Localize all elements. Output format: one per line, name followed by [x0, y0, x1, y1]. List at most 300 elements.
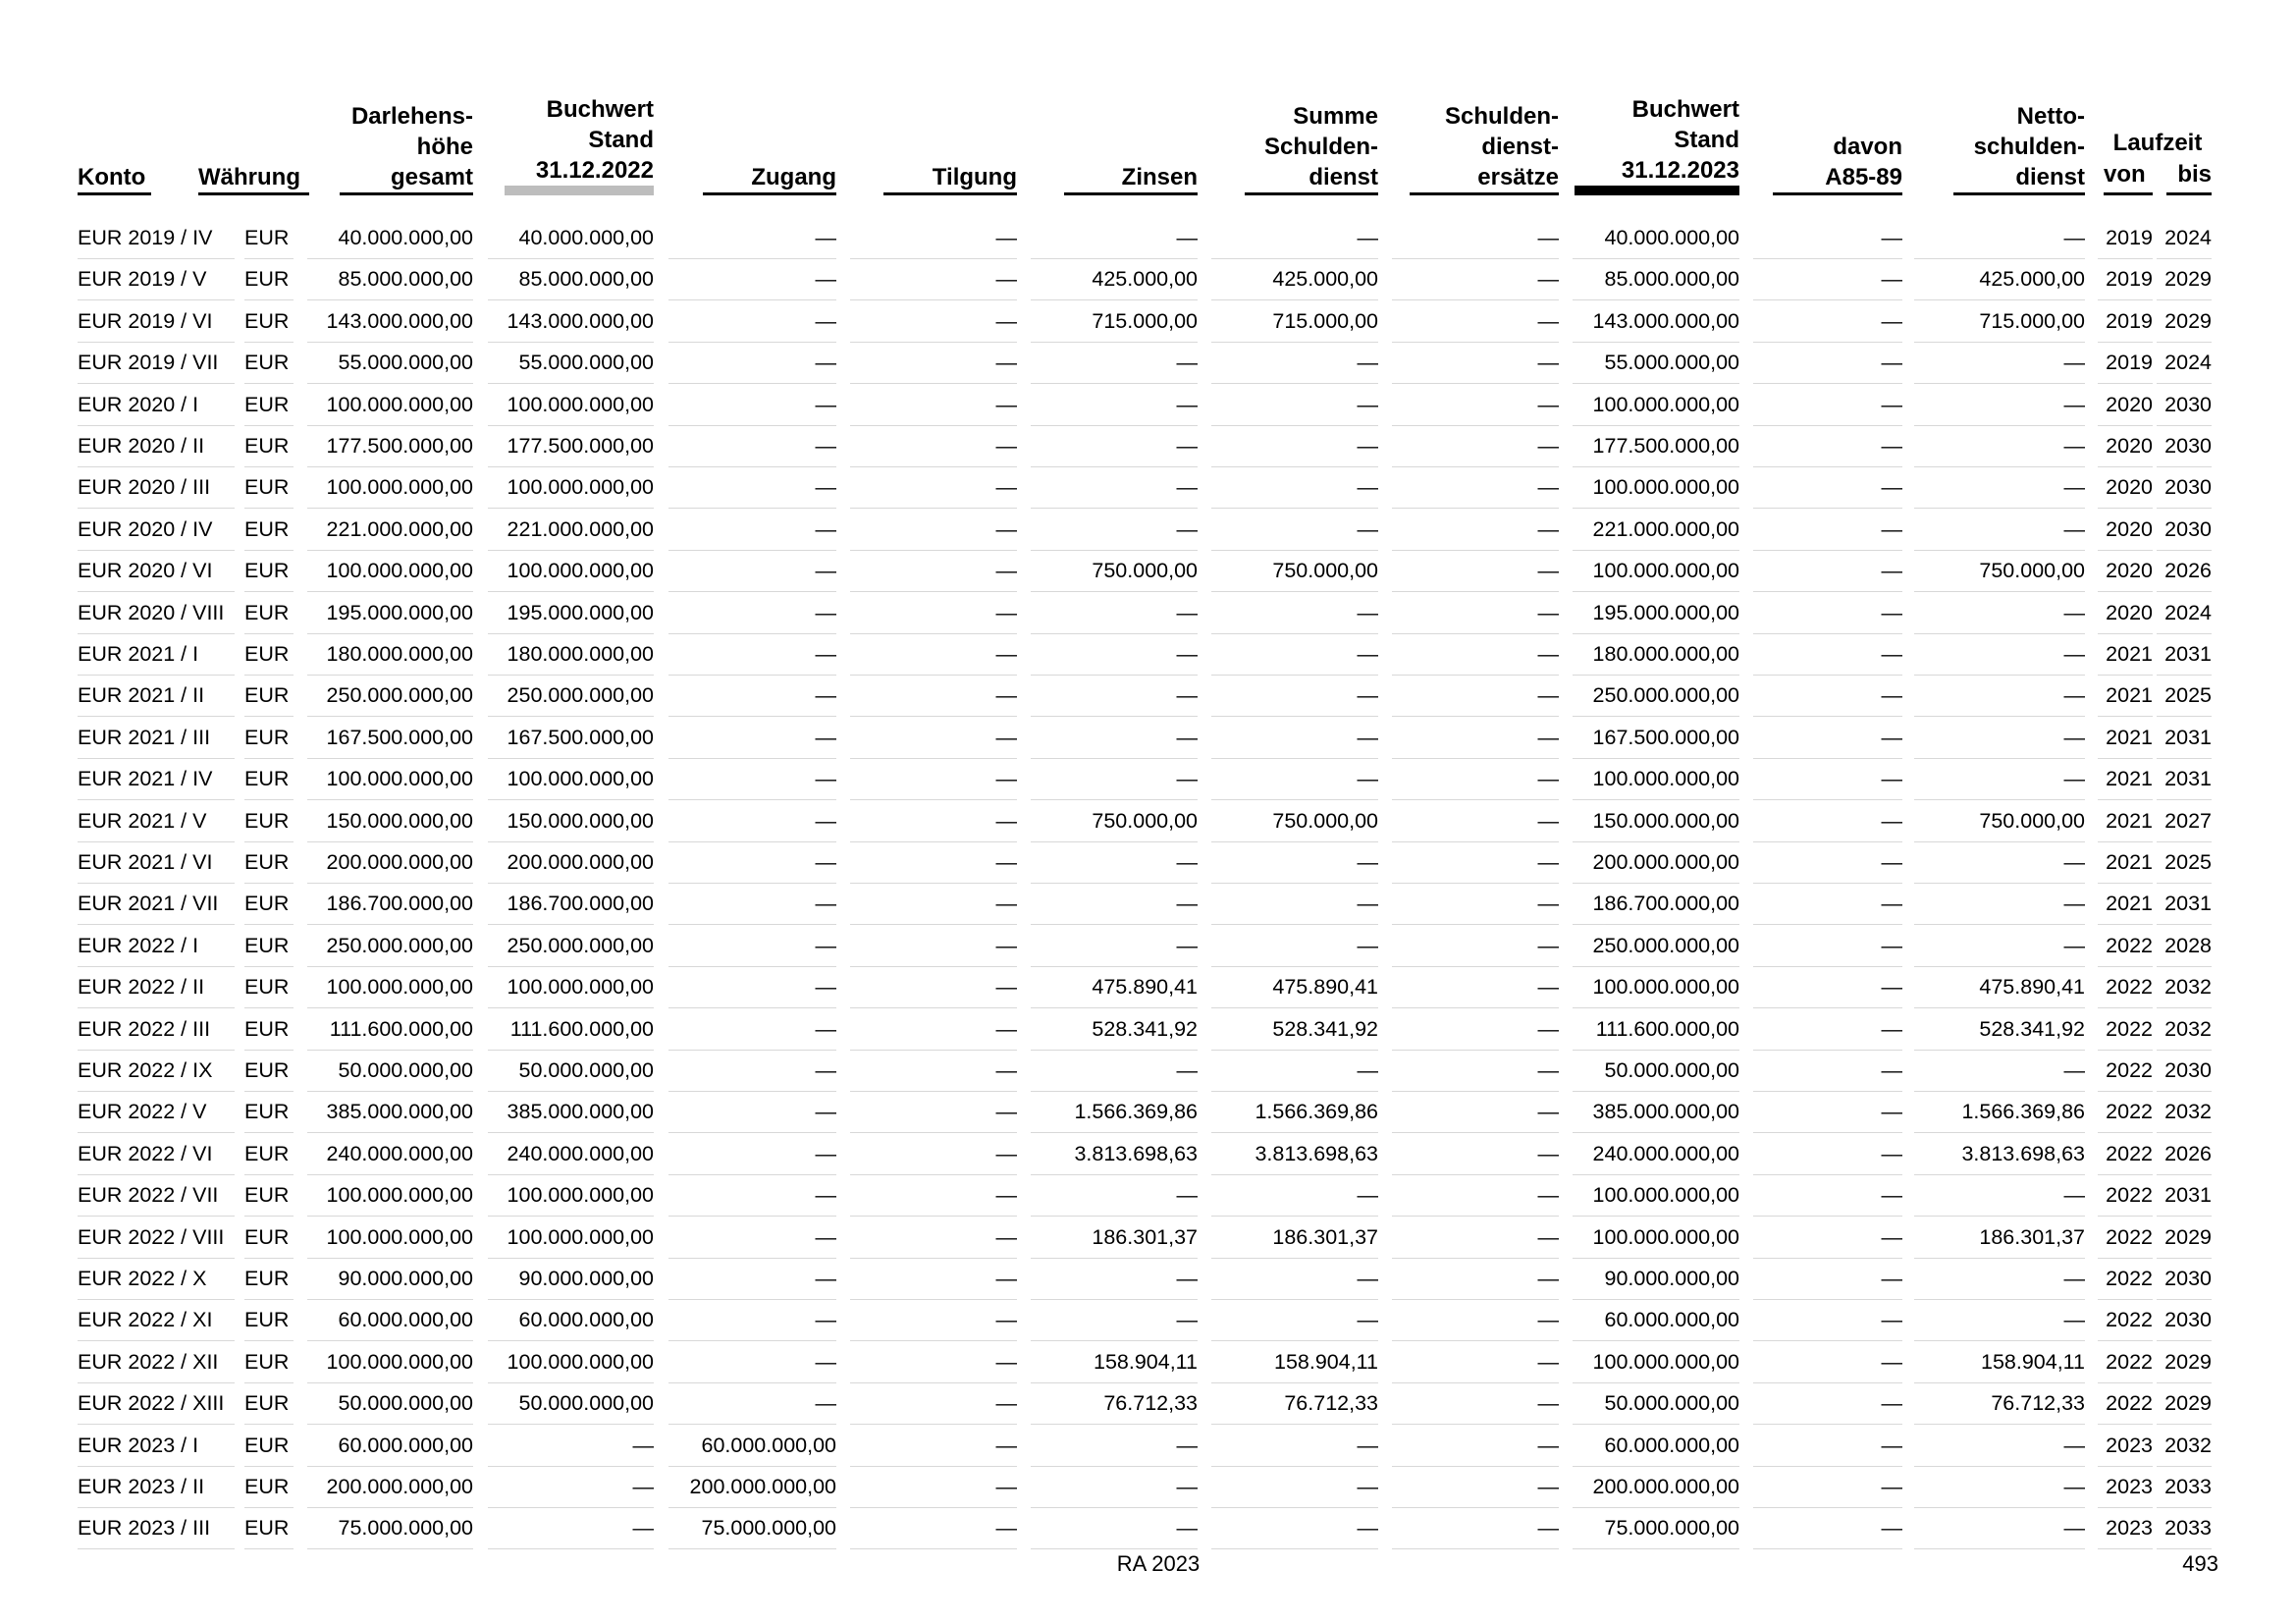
cell-konto: EUR 2021 / II — [78, 676, 235, 717]
cell-laufzeit-von: 2022 — [2098, 1217, 2153, 1259]
cell-nettoschuldendienst: 750.000,00 — [1914, 551, 2085, 592]
cell-nettoschuldendienst: — — [1914, 1508, 2085, 1549]
cell-nettoschuldendienst: — — [1914, 343, 2085, 384]
cell-darlehenshoehe: 100.000.000,00 — [307, 551, 473, 592]
cell-summe-schuldendienst: — — [1211, 926, 1378, 967]
cell-laufzeit-bis: 2026 — [2157, 551, 2212, 592]
cell-summe-schuldendienst: — — [1211, 718, 1378, 759]
cell-tilgung: — — [850, 801, 1017, 842]
header-waehrung: Währung — [198, 98, 309, 195]
header-buchwert-2023: Buchwert Stand 31.12.2023 — [1575, 98, 1739, 195]
cell-summe-schuldendienst: — — [1211, 842, 1378, 884]
cell-nettoschuldendienst: — — [1914, 1300, 2085, 1341]
cell-darlehenshoehe: 75.000.000,00 — [307, 1508, 473, 1549]
cell-laufzeit-bis: 2029 — [2157, 259, 2212, 300]
table-row — [0, 343, 2296, 384]
cell-laufzeit-von: 2022 — [2098, 1383, 2153, 1425]
cell-konto: EUR 2023 / III — [78, 1508, 235, 1549]
cell-tilgung: — — [850, 1051, 1017, 1092]
cell-waehrung: EUR — [244, 884, 294, 925]
cell-schuldendienstersaetze: — — [1392, 259, 1559, 300]
cell-zinsen: 750.000,00 — [1031, 551, 1198, 592]
cell-zugang: — — [668, 926, 836, 967]
cell-laufzeit-bis: 2032 — [2157, 967, 2212, 1008]
cell-zinsen: 425.000,00 — [1031, 259, 1198, 300]
cell-buchwert-2023: 50.000.000,00 — [1573, 1051, 1739, 1092]
cell-schuldendienstersaetze: — — [1392, 842, 1559, 884]
cell-waehrung: EUR — [244, 593, 294, 634]
cell-zinsen: — — [1031, 759, 1198, 800]
cell-zugang: — — [668, 1259, 836, 1300]
table-row — [0, 1009, 2296, 1051]
cell-zugang: — — [668, 467, 836, 509]
table-row — [0, 218, 2296, 259]
cell-davon-a85-89: — — [1753, 593, 1902, 634]
cell-darlehenshoehe: 60.000.000,00 — [307, 1300, 473, 1341]
cell-darlehenshoehe: 200.000.000,00 — [307, 842, 473, 884]
cell-laufzeit-von: 2020 — [2098, 385, 2153, 426]
cell-konto: EUR 2019 / VII — [78, 343, 235, 384]
cell-tilgung: — — [850, 1259, 1017, 1300]
cell-konto: EUR 2022 / XIII — [78, 1383, 235, 1425]
cell-nettoschuldendienst: — — [1914, 467, 2085, 509]
cell-buchwert-2023: 100.000.000,00 — [1573, 967, 1739, 1008]
cell-davon-a85-89: — — [1753, 1009, 1902, 1051]
cell-buchwert-2022: 250.000.000,00 — [488, 926, 654, 967]
cell-nettoschuldendienst: 76.712,33 — [1914, 1383, 2085, 1425]
cell-laufzeit-bis: 2031 — [2157, 759, 2212, 800]
cell-waehrung: EUR — [244, 385, 294, 426]
cell-zinsen: 475.890,41 — [1031, 967, 1198, 1008]
cell-davon-a85-89: — — [1753, 842, 1902, 884]
cell-nettoschuldendienst: — — [1914, 634, 2085, 676]
cell-nettoschuldendienst: 715.000,00 — [1914, 301, 2085, 343]
cell-buchwert-2023: 100.000.000,00 — [1573, 1342, 1739, 1383]
cell-laufzeit-bis: 2029 — [2157, 1342, 2212, 1383]
cell-darlehenshoehe: 90.000.000,00 — [307, 1259, 473, 1300]
cell-buchwert-2023: 100.000.000,00 — [1573, 759, 1739, 800]
header-zugang: Zugang — [703, 98, 836, 195]
cell-tilgung: — — [850, 759, 1017, 800]
cell-darlehenshoehe: 200.000.000,00 — [307, 1467, 473, 1508]
cell-zugang: — — [668, 842, 836, 884]
cell-darlehenshoehe: 240.000.000,00 — [307, 1134, 473, 1175]
cell-waehrung: EUR — [244, 343, 294, 384]
cell-buchwert-2023: 50.000.000,00 — [1573, 1383, 1739, 1425]
header-buchwert-2022: Buchwert Stand 31.12.2022 — [505, 98, 654, 195]
cell-zinsen: — — [1031, 426, 1198, 467]
table-row — [0, 676, 2296, 717]
cell-konto: EUR 2023 / II — [78, 1467, 235, 1508]
cell-laufzeit-bis: 2025 — [2157, 676, 2212, 717]
cell-zugang: — — [668, 759, 836, 800]
cell-schuldendienstersaetze: — — [1392, 218, 1559, 259]
cell-darlehenshoehe: 180.000.000,00 — [307, 634, 473, 676]
cell-laufzeit-bis: 2031 — [2157, 718, 2212, 759]
cell-schuldendienstersaetze: — — [1392, 301, 1559, 343]
cell-konto: EUR 2020 / IV — [78, 510, 235, 551]
cell-buchwert-2022: — — [488, 1467, 654, 1508]
cell-buchwert-2022: 143.000.000,00 — [488, 301, 654, 343]
cell-laufzeit-bis: 2033 — [2157, 1508, 2212, 1549]
cell-laufzeit-bis: 2032 — [2157, 1426, 2212, 1467]
cell-buchwert-2022: 100.000.000,00 — [488, 1342, 654, 1383]
cell-summe-schuldendienst: — — [1211, 343, 1378, 384]
cell-buchwert-2022: 100.000.000,00 — [488, 759, 654, 800]
cell-buchwert-2022: 150.000.000,00 — [488, 801, 654, 842]
table-row — [0, 1051, 2296, 1092]
cell-davon-a85-89: — — [1753, 1217, 1902, 1259]
cell-tilgung: — — [850, 467, 1017, 509]
header-tilgung: Tilgung — [883, 98, 1017, 195]
cell-laufzeit-von: 2022 — [2098, 1300, 2153, 1341]
cell-zugang: — — [668, 385, 836, 426]
cell-tilgung: — — [850, 259, 1017, 300]
cell-laufzeit-bis: 2025 — [2157, 842, 2212, 884]
header-zinsen: Zinsen — [1064, 98, 1198, 195]
cell-buchwert-2023: 111.600.000,00 — [1573, 1009, 1739, 1051]
cell-darlehenshoehe: 221.000.000,00 — [307, 510, 473, 551]
cell-summe-schuldendienst: — — [1211, 1508, 1378, 1549]
cell-tilgung: — — [850, 718, 1017, 759]
cell-schuldendienstersaetze: — — [1392, 426, 1559, 467]
cell-laufzeit-bis: 2031 — [2157, 634, 2212, 676]
cell-zinsen: — — [1031, 1300, 1198, 1341]
cell-zugang: — — [668, 1092, 836, 1133]
cell-zugang: 200.000.000,00 — [668, 1467, 836, 1508]
cell-waehrung: EUR — [244, 218, 294, 259]
table-row — [0, 301, 2296, 343]
cell-laufzeit-von: 2022 — [2098, 1175, 2153, 1217]
cell-laufzeit-bis: 2031 — [2157, 884, 2212, 925]
cell-zinsen: — — [1031, 467, 1198, 509]
cell-summe-schuldendienst: — — [1211, 1467, 1378, 1508]
cell-buchwert-2022: 100.000.000,00 — [488, 551, 654, 592]
cell-zugang: — — [668, 1134, 836, 1175]
cell-davon-a85-89: — — [1753, 467, 1902, 509]
table-row — [0, 1300, 2296, 1341]
cell-buchwert-2023: 100.000.000,00 — [1573, 385, 1739, 426]
cell-schuldendienstersaetze: — — [1392, 1134, 1559, 1175]
cell-zinsen: — — [1031, 676, 1198, 717]
cell-davon-a85-89: — — [1753, 1508, 1902, 1549]
cell-laufzeit-von: 2020 — [2098, 510, 2153, 551]
cell-laufzeit-von: 2022 — [2098, 1134, 2153, 1175]
cell-tilgung: — — [850, 426, 1017, 467]
cell-schuldendienstersaetze: — — [1392, 1009, 1559, 1051]
cell-zugang: 60.000.000,00 — [668, 1426, 836, 1467]
cell-buchwert-2022: 221.000.000,00 — [488, 510, 654, 551]
cell-buchwert-2022: 385.000.000,00 — [488, 1092, 654, 1133]
table-row — [0, 1508, 2296, 1549]
cell-buchwert-2023: 385.000.000,00 — [1573, 1092, 1739, 1133]
cell-schuldendienstersaetze: — — [1392, 1051, 1559, 1092]
cell-nettoschuldendienst: 528.341,92 — [1914, 1009, 2085, 1051]
cell-zinsen: — — [1031, 218, 1198, 259]
header-schuldendienstersaetze: Schulden- dienst- ersätze — [1410, 98, 1559, 195]
cell-darlehenshoehe: 85.000.000,00 — [307, 259, 473, 300]
cell-waehrung: EUR — [244, 426, 294, 467]
cell-summe-schuldendienst: 715.000,00 — [1211, 301, 1378, 343]
cell-davon-a85-89: — — [1753, 1467, 1902, 1508]
cell-nettoschuldendienst: — — [1914, 426, 2085, 467]
cell-summe-schuldendienst: — — [1211, 593, 1378, 634]
cell-darlehenshoehe: 55.000.000,00 — [307, 343, 473, 384]
header-summe-schuldendienst: Summe Schulden- dienst — [1245, 98, 1378, 195]
cell-davon-a85-89: — — [1753, 218, 1902, 259]
footer-page-number: 493 — [2182, 1551, 2218, 1576]
cell-buchwert-2023: 55.000.000,00 — [1573, 343, 1739, 384]
cell-nettoschuldendienst: — — [1914, 676, 2085, 717]
cell-laufzeit-bis: 2030 — [2157, 385, 2212, 426]
table-row — [0, 1092, 2296, 1133]
cell-waehrung: EUR — [244, 967, 294, 1008]
cell-laufzeit-bis: 2027 — [2157, 801, 2212, 842]
cell-darlehenshoehe: 111.600.000,00 — [307, 1009, 473, 1051]
cell-tilgung: — — [850, 676, 1017, 717]
cell-buchwert-2023: 167.500.000,00 — [1573, 718, 1739, 759]
cell-buchwert-2022: 55.000.000,00 — [488, 343, 654, 384]
cell-darlehenshoehe: 177.500.000,00 — [307, 426, 473, 467]
cell-waehrung: EUR — [244, 759, 294, 800]
cell-laufzeit-von: 2020 — [2098, 426, 2153, 467]
cell-zinsen: — — [1031, 385, 1198, 426]
cell-summe-schuldendienst: — — [1211, 1051, 1378, 1092]
cell-laufzeit-bis: 2030 — [2157, 1300, 2212, 1341]
cell-konto: EUR 2021 / IV — [78, 759, 235, 800]
cell-zinsen: — — [1031, 1051, 1198, 1092]
cell-konto: EUR 2022 / VII — [78, 1175, 235, 1217]
cell-waehrung: EUR — [244, 634, 294, 676]
cell-zinsen: — — [1031, 343, 1198, 384]
cell-laufzeit-bis: 2033 — [2157, 1467, 2212, 1508]
cell-nettoschuldendienst: — — [1914, 510, 2085, 551]
table-row — [0, 842, 2296, 884]
cell-waehrung: EUR — [244, 301, 294, 343]
cell-buchwert-2022: 100.000.000,00 — [488, 385, 654, 426]
cell-buchwert-2022: 200.000.000,00 — [488, 842, 654, 884]
cell-konto: EUR 2020 / II — [78, 426, 235, 467]
cell-laufzeit-von: 2021 — [2098, 842, 2153, 884]
cell-konto: EUR 2022 / IX — [78, 1051, 235, 1092]
cell-laufzeit-bis: 2029 — [2157, 1217, 2212, 1259]
cell-summe-schuldendienst: 750.000,00 — [1211, 801, 1378, 842]
cell-buchwert-2022: 40.000.000,00 — [488, 218, 654, 259]
cell-buchwert-2023: 186.700.000,00 — [1573, 884, 1739, 925]
cell-laufzeit-von: 2021 — [2098, 676, 2153, 717]
cell-darlehenshoehe: 100.000.000,00 — [307, 1342, 473, 1383]
cell-summe-schuldendienst: — — [1211, 426, 1378, 467]
table-row — [0, 467, 2296, 509]
cell-buchwert-2023: 40.000.000,00 — [1573, 218, 1739, 259]
cell-nettoschuldendienst: 425.000,00 — [1914, 259, 2085, 300]
cell-buchwert-2022: 240.000.000,00 — [488, 1134, 654, 1175]
cell-zinsen: — — [1031, 1175, 1198, 1217]
cell-waehrung: EUR — [244, 718, 294, 759]
cell-tilgung: — — [850, 842, 1017, 884]
cell-darlehenshoehe: 60.000.000,00 — [307, 1426, 473, 1467]
table-row — [0, 259, 2296, 300]
cell-waehrung: EUR — [244, 801, 294, 842]
cell-zugang: — — [668, 551, 836, 592]
cell-zugang: — — [668, 218, 836, 259]
cell-nettoschuldendienst: — — [1914, 718, 2085, 759]
cell-laufzeit-bis: 2032 — [2157, 1092, 2212, 1133]
cell-zugang: — — [668, 259, 836, 300]
header-konto: Konto — [78, 98, 151, 195]
cell-darlehenshoehe: 100.000.000,00 — [307, 1217, 473, 1259]
cell-tilgung: — — [850, 218, 1017, 259]
cell-buchwert-2023: 100.000.000,00 — [1573, 551, 1739, 592]
cell-schuldendienstersaetze: — — [1392, 1383, 1559, 1425]
cell-konto: EUR 2022 / XII — [78, 1342, 235, 1383]
cell-davon-a85-89: — — [1753, 676, 1902, 717]
cell-davon-a85-89: — — [1753, 1383, 1902, 1425]
cell-waehrung: EUR — [244, 1259, 294, 1300]
cell-zugang: — — [668, 1175, 836, 1217]
cell-buchwert-2023: 100.000.000,00 — [1573, 1175, 1739, 1217]
table-row — [0, 718, 2296, 759]
cell-tilgung: — — [850, 1383, 1017, 1425]
cell-tilgung: — — [850, 1009, 1017, 1051]
cell-buchwert-2022: — — [488, 1508, 654, 1549]
cell-nettoschuldendienst: 475.890,41 — [1914, 967, 2085, 1008]
cell-buchwert-2022: — — [488, 1426, 654, 1467]
cell-waehrung: EUR — [244, 1300, 294, 1341]
cell-konto: EUR 2023 / I — [78, 1426, 235, 1467]
cell-summe-schuldendienst: 3.813.698,63 — [1211, 1134, 1378, 1175]
table-row — [0, 1342, 2296, 1383]
cell-summe-schuldendienst: — — [1211, 467, 1378, 509]
cell-konto: EUR 2021 / VI — [78, 842, 235, 884]
cell-summe-schuldendienst: 1.566.369,86 — [1211, 1092, 1378, 1133]
cell-tilgung: — — [850, 1508, 1017, 1549]
cell-zinsen: — — [1031, 842, 1198, 884]
cell-nettoschuldendienst: — — [1914, 1426, 2085, 1467]
table-row — [0, 801, 2296, 842]
cell-buchwert-2022: 111.600.000,00 — [488, 1009, 654, 1051]
cell-waehrung: EUR — [244, 1467, 294, 1508]
cell-zinsen: 186.301,37 — [1031, 1217, 1198, 1259]
cell-darlehenshoehe: 50.000.000,00 — [307, 1051, 473, 1092]
cell-darlehenshoehe: 143.000.000,00 — [307, 301, 473, 343]
cell-summe-schuldendienst: — — [1211, 676, 1378, 717]
cell-schuldendienstersaetze: — — [1392, 1467, 1559, 1508]
cell-zugang: — — [668, 718, 836, 759]
cell-laufzeit-bis: 2028 — [2157, 926, 2212, 967]
cell-konto: EUR 2022 / V — [78, 1092, 235, 1133]
cell-buchwert-2022: 180.000.000,00 — [488, 634, 654, 676]
cell-tilgung: — — [850, 510, 1017, 551]
cell-buchwert-2023: 200.000.000,00 — [1573, 842, 1739, 884]
cell-darlehenshoehe: 40.000.000,00 — [307, 218, 473, 259]
table-row — [0, 926, 2296, 967]
cell-tilgung: — — [850, 1467, 1017, 1508]
cell-buchwert-2023: 195.000.000,00 — [1573, 593, 1739, 634]
cell-buchwert-2023: 221.000.000,00 — [1573, 510, 1739, 551]
table-row — [0, 385, 2296, 426]
table-row — [0, 634, 2296, 676]
cell-laufzeit-von: 2023 — [2098, 1467, 2153, 1508]
cell-schuldendienstersaetze: — — [1392, 1508, 1559, 1549]
cell-schuldendienstersaetze: — — [1392, 1092, 1559, 1133]
cell-schuldendienstersaetze: — — [1392, 759, 1559, 800]
cell-davon-a85-89: — — [1753, 1051, 1902, 1092]
cell-zugang: — — [668, 301, 836, 343]
cell-laufzeit-bis: 2030 — [2157, 1051, 2212, 1092]
cell-laufzeit-von: 2022 — [2098, 1009, 2153, 1051]
table-row — [0, 551, 2296, 592]
cell-davon-a85-89: — — [1753, 510, 1902, 551]
cell-tilgung: — — [850, 1342, 1017, 1383]
cell-laufzeit-von: 2023 — [2098, 1508, 2153, 1549]
table-row — [0, 1383, 2296, 1425]
cell-buchwert-2023: 75.000.000,00 — [1573, 1508, 1739, 1549]
cell-summe-schuldendienst: — — [1211, 634, 1378, 676]
cell-nettoschuldendienst: 750.000,00 — [1914, 801, 2085, 842]
cell-nettoschuldendienst: — — [1914, 1175, 2085, 1217]
cell-konto: EUR 2019 / IV — [78, 218, 235, 259]
cell-schuldendienstersaetze: — — [1392, 510, 1559, 551]
cell-darlehenshoehe: 150.000.000,00 — [307, 801, 473, 842]
cell-laufzeit-bis: 2026 — [2157, 1134, 2212, 1175]
cell-laufzeit-von: 2022 — [2098, 1342, 2153, 1383]
table-row — [0, 426, 2296, 467]
cell-zinsen: 158.904,11 — [1031, 1342, 1198, 1383]
cell-zugang: — — [668, 426, 836, 467]
cell-laufzeit-von: 2023 — [2098, 1426, 2153, 1467]
cell-schuldendienstersaetze: — — [1392, 801, 1559, 842]
cell-davon-a85-89: — — [1753, 1426, 1902, 1467]
cell-davon-a85-89: — — [1753, 1300, 1902, 1341]
cell-laufzeit-bis: 2024 — [2157, 218, 2212, 259]
cell-zinsen: — — [1031, 926, 1198, 967]
cell-summe-schuldendienst: — — [1211, 759, 1378, 800]
cell-darlehenshoehe: 100.000.000,00 — [307, 759, 473, 800]
cell-schuldendienstersaetze: — — [1392, 467, 1559, 509]
cell-buchwert-2022: 90.000.000,00 — [488, 1259, 654, 1300]
cell-waehrung: EUR — [244, 1175, 294, 1217]
cell-darlehenshoehe: 186.700.000,00 — [307, 884, 473, 925]
cell-buchwert-2022: 167.500.000,00 — [488, 718, 654, 759]
cell-konto: EUR 2022 / I — [78, 926, 235, 967]
cell-zugang: — — [668, 593, 836, 634]
cell-buchwert-2022: 186.700.000,00 — [488, 884, 654, 925]
header-davon-a85-89: davon A85-89 — [1773, 98, 1902, 195]
cell-laufzeit-bis: 2024 — [2157, 593, 2212, 634]
cell-tilgung: — — [850, 593, 1017, 634]
cell-konto: EUR 2021 / I — [78, 634, 235, 676]
cell-darlehenshoehe: 385.000.000,00 — [307, 1092, 473, 1133]
cell-davon-a85-89: — — [1753, 301, 1902, 343]
cell-konto: EUR 2022 / II — [78, 967, 235, 1008]
cell-zinsen: 715.000,00 — [1031, 301, 1198, 343]
cell-waehrung: EUR — [244, 1342, 294, 1383]
cell-laufzeit-von: 2022 — [2098, 1259, 2153, 1300]
cell-waehrung: EUR — [244, 551, 294, 592]
cell-laufzeit-von: 2019 — [2098, 218, 2153, 259]
cell-tilgung: — — [850, 884, 1017, 925]
cell-konto: EUR 2022 / VI — [78, 1134, 235, 1175]
cell-zugang: — — [668, 510, 836, 551]
cell-zinsen: — — [1031, 718, 1198, 759]
cell-davon-a85-89: — — [1753, 1259, 1902, 1300]
cell-nettoschuldendienst: — — [1914, 1259, 2085, 1300]
cell-darlehenshoehe: 100.000.000,00 — [307, 1175, 473, 1217]
cell-darlehenshoehe: 250.000.000,00 — [307, 676, 473, 717]
cell-nettoschuldendienst: — — [1914, 1467, 2085, 1508]
cell-zugang: — — [668, 343, 836, 384]
